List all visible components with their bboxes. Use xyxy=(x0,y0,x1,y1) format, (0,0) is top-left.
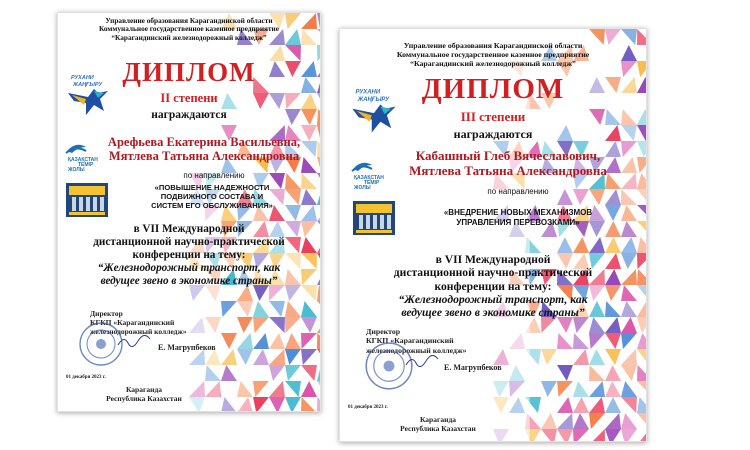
conference-line-1: в VII Международной xyxy=(133,223,245,235)
decorative-triangle xyxy=(253,317,269,333)
diploma-third-degree xyxy=(339,28,647,442)
decorative-triangle xyxy=(621,349,637,365)
issue-date: 01 декабря 2023 г. xyxy=(348,405,388,410)
decorative-triangle xyxy=(605,237,621,253)
topic-line-1: «ПОВЫШЕНИЕ НАДЕЖНОСТИ xyxy=(154,183,270,192)
decorative-triangle xyxy=(573,397,589,413)
conference-description xyxy=(58,223,320,287)
decorative-triangle xyxy=(301,285,317,301)
decorative-triangle xyxy=(573,237,589,253)
direction-label: по направлению xyxy=(183,171,245,180)
decorative-triangle xyxy=(557,365,573,381)
decorative-triangle xyxy=(221,333,237,349)
college-logo xyxy=(66,183,108,217)
conference-topic-line-1: “Железнодорожный транспорт, как xyxy=(97,261,281,274)
decorative-triangle xyxy=(557,333,573,349)
decorative-triangle xyxy=(301,333,317,349)
decorative-triangle xyxy=(317,317,320,333)
decorative-triangle xyxy=(285,285,301,301)
decorative-triangle xyxy=(285,301,301,317)
decorative-triangle xyxy=(269,317,285,333)
director-org-line-1: КГКП «Карагандинский xyxy=(366,336,454,346)
decorative-triangle xyxy=(237,301,253,317)
decorative-triangle xyxy=(557,381,573,397)
decorative-triangle xyxy=(605,365,621,381)
decorative-triangle xyxy=(253,285,269,301)
decorative-triangle xyxy=(285,365,301,381)
header-line-3: “Карагандинский железнодорожный колледж” xyxy=(410,58,576,68)
decorative-triangle xyxy=(605,349,621,365)
conference-line-3: конференции на тему: xyxy=(434,279,552,293)
decorative-triangle xyxy=(637,349,646,365)
decorative-triangle xyxy=(621,397,637,413)
decorative-triangle xyxy=(589,349,605,365)
awardee-name-2: Мятлева Татьяна Александровна xyxy=(108,149,300,164)
decorative-triangle xyxy=(237,333,253,349)
decorative-triangle xyxy=(317,365,320,381)
decorative-triangle xyxy=(269,333,285,349)
decorative-triangle xyxy=(317,333,320,349)
decorative-triangle xyxy=(589,237,605,253)
decorative-triangle xyxy=(605,397,621,413)
awardee-names xyxy=(370,149,646,179)
decorative-triangle xyxy=(541,349,557,365)
signer-name: Е. Магрупбеков xyxy=(158,343,216,352)
conference-line-3: конференции на тему: xyxy=(132,248,246,261)
decorative-triangle xyxy=(301,349,317,365)
decorative-triangle xyxy=(237,285,253,301)
director-title: Директор xyxy=(90,309,123,318)
issue-date: 01 декабря 2023 г. xyxy=(66,375,106,380)
decorative-triangle xyxy=(573,349,589,365)
header-line-1: Управление образования Карагандинской области xyxy=(403,41,583,50)
decorative-triangle xyxy=(301,317,317,333)
decorative-triangle xyxy=(637,365,646,381)
nomination-topic xyxy=(104,183,320,210)
decorative-triangle xyxy=(573,333,589,349)
institution-header xyxy=(58,17,320,42)
decorative-triangle xyxy=(253,349,269,365)
awardee-name-1: Арефьева Екатерина Васильевна, xyxy=(107,135,301,149)
conference-topic-line-2: ведущее звено в экономике страны” xyxy=(401,306,585,320)
decorative-triangle xyxy=(221,301,237,317)
svg-text:ЖАҢҒЫРУ: ЖАҢҒЫРУ xyxy=(357,97,390,104)
director-title: Директор xyxy=(366,327,401,336)
svg-text:ЖАҢҒЫРУ: ЖАҢҒЫРУ xyxy=(73,82,103,88)
decorative-triangle xyxy=(637,381,646,397)
decorative-triangle xyxy=(253,301,269,317)
header-line-2: Коммунальное государственное казенное предприятие xyxy=(98,24,279,34)
conference-line-2: дистанционной научно-практической xyxy=(93,235,285,248)
decorative-triangle xyxy=(541,381,557,397)
awardee-name-1: Кабашный Глеб Вячеславович, xyxy=(415,148,601,163)
decorative-triangle xyxy=(621,381,637,397)
decorative-triangle xyxy=(269,285,285,301)
decorative-triangle xyxy=(605,333,621,349)
diploma-second-degree xyxy=(57,12,321,412)
issue-place xyxy=(57,385,320,403)
decorative-triangle xyxy=(573,381,589,397)
award-caption: награждаются xyxy=(151,109,227,121)
decorative-triangle xyxy=(317,285,320,301)
decorative-triangle xyxy=(269,349,285,365)
decorative-triangle xyxy=(285,333,301,349)
awardee-name-2: Мятлева Татьяна Александровна xyxy=(409,162,607,178)
conference-topic-line-2: ведущее звено в экономике страны” xyxy=(100,274,278,287)
svg-text:ТЕМІР: ТЕМІР xyxy=(78,162,94,168)
college-building-icon xyxy=(66,183,108,217)
nomination-topic xyxy=(390,208,646,227)
issue-place xyxy=(339,415,646,433)
conference-topic-line-1: “Железнодорожный транспорт, как xyxy=(398,292,588,306)
decorative-triangle xyxy=(605,381,621,397)
decorative-triangle xyxy=(589,365,605,381)
director-org-line-1: КГКП «Карагандинский xyxy=(90,318,175,327)
country-name: Республика Казахстан xyxy=(400,424,476,433)
diploma-title: ДИПЛОМ xyxy=(421,73,565,105)
city-name: Караганда xyxy=(419,415,457,424)
decorative-triangle xyxy=(589,333,605,349)
decorative-triangle xyxy=(637,333,646,349)
award-caption: награждаются xyxy=(453,127,533,141)
decorative-triangle xyxy=(269,365,285,381)
header-line-1: Управление образования Карагандинской области xyxy=(105,16,273,25)
decorative-triangle xyxy=(621,333,637,349)
decorative-triangle xyxy=(237,349,253,365)
header-line-3: “Карагандинский железнодорожный колледж” xyxy=(111,32,267,42)
city-name: Караганда xyxy=(125,385,163,394)
decorative-triangle xyxy=(301,365,317,381)
decorative-triangle xyxy=(589,381,605,397)
decorative-triangle xyxy=(301,301,317,317)
decorative-triangle xyxy=(253,333,269,349)
signature-scribble xyxy=(402,355,446,369)
svg-text:ЖОЛЫ: ЖОЛЫ xyxy=(354,185,371,189)
decorative-triangle xyxy=(221,349,237,365)
conference-description xyxy=(340,253,646,320)
decorative-triangle xyxy=(285,349,301,365)
svg-text:РУХАНИ: РУХАНИ xyxy=(355,89,381,96)
svg-text:ҚАЗАҚСТАН: ҚАЗАҚСТАН xyxy=(68,157,98,163)
institution-header xyxy=(340,42,646,69)
diploma-degree: II степени xyxy=(160,91,218,105)
signer-name: Е. Магрупбеков xyxy=(444,363,502,372)
svg-text:РУХАНИ: РУХАНИ xyxy=(71,75,94,81)
topic-line-3: СИСТЕМ ЕГО ОБСЛУЖИВАНИЯ» xyxy=(151,201,273,211)
header-line-2: Коммунальное государственное казенное предприятие xyxy=(396,49,590,59)
direction-label: по направлению xyxy=(487,187,549,196)
decorative-triangle xyxy=(637,397,646,413)
decorative-triangle xyxy=(285,317,301,333)
decorative-triangle xyxy=(557,397,573,413)
decorative-triangle xyxy=(589,397,605,413)
decorative-triangle xyxy=(221,365,237,381)
director-org-line-2: железнодорожный колледж» xyxy=(366,345,467,355)
director-org-line-2: железнодорожный колледж» xyxy=(90,327,187,336)
topic-line-1: «ВНЕДРЕНИЕ НОВЫХ МЕХАНИЗМОВ xyxy=(443,208,593,217)
conference-line-1: в VII Международной xyxy=(435,253,551,266)
decorative-triangle xyxy=(317,301,320,317)
topic-line-2: ПОДВИЖНОГО СОСТАВА И xyxy=(160,192,264,202)
awardee-names xyxy=(88,135,320,164)
signature-scribble xyxy=(116,335,156,349)
decorative-triangle xyxy=(557,237,573,253)
diploma-degree: III степени xyxy=(460,109,526,124)
decorative-triangle xyxy=(269,301,285,317)
diploma-title: ДИПЛОМ xyxy=(122,57,256,87)
svg-text:ҚАЗАҚСТАН: ҚАЗАҚСТАН xyxy=(354,175,384,181)
decorative-triangle xyxy=(237,317,253,333)
country-name: Республика Казахстан xyxy=(106,394,182,403)
decorative-triangle xyxy=(317,349,320,365)
decorative-triangle xyxy=(621,365,637,381)
svg-text:ЖОЛЫ: ЖОЛЫ xyxy=(68,167,85,171)
decorative-triangle xyxy=(621,237,637,253)
conference-line-2: дистанционной научно-практической xyxy=(393,266,593,280)
svg-text:ТЕМІР: ТЕМІР xyxy=(364,180,380,186)
topic-line-2: УПРАВЛЕНИЯ ПЕРЕВОЗКАМИ» xyxy=(456,217,580,227)
decorative-triangle xyxy=(637,237,646,253)
